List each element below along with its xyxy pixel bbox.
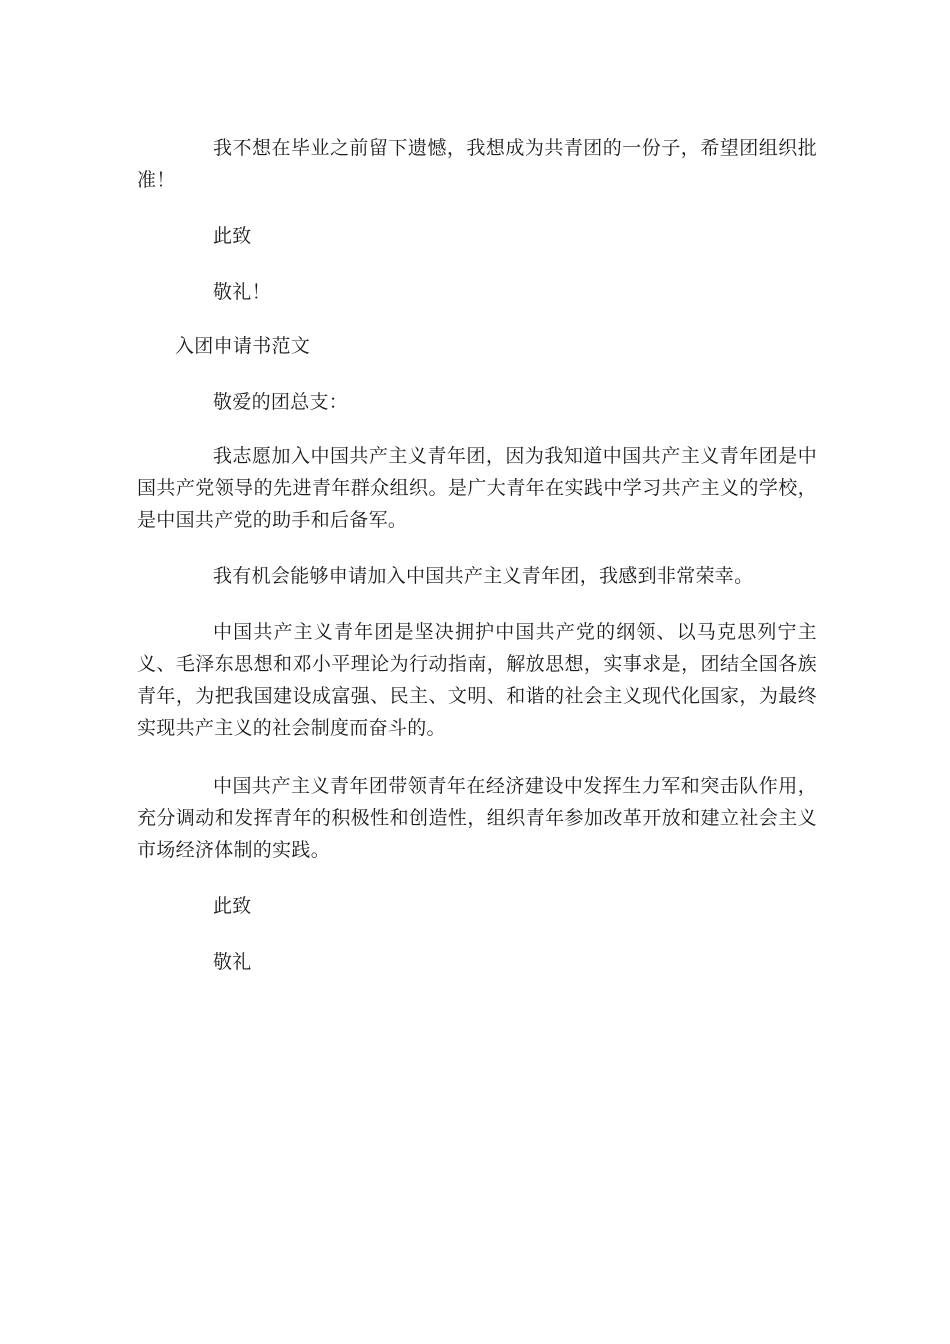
paragraph-league-principles: 中国共产主义青年团是坚决拥护中国共产党的纲领、以马克思列宁主义、毛泽东思想和邓小平理论为行动指南，解放思想，实事求是，团结全国各族青年，为把我国建设成富强、民主、文明、和谐的社会主义现代化国家，为最终实现共产主义的社会制度而奋斗的。 xyxy=(137,621,817,739)
closing-cizhi-2: 此致 xyxy=(213,895,252,917)
salutation: 敬爱的团总支： xyxy=(213,391,349,413)
closing-jingli-2: 敬礼 xyxy=(213,951,252,973)
paragraph-honored: 我有机会能够申请加入中国共产主义青年团，我感到非常荣幸。 xyxy=(213,565,754,587)
closing-cizhi-1: 此致 xyxy=(213,225,252,247)
paragraph-wish: 我不想在毕业之前留下遗憾，我想成为共青团的一份子，希望团组织批准！ xyxy=(137,137,817,191)
paragraph-league-role: 中国共产主义青年团带领青年在经济建设中发挥生力军和突击队作用，充分调动和发挥青年的积极性和创造性，组织青年参加改革开放和建立社会主义市场经济体制的实践。 xyxy=(137,775,817,861)
paragraph-motivation: 我志愿加入中国共产主义青年团，因为我知道中国共产主义青年团是中国共产党领导的先进青年群众组织。是广大青年在实践中学习共产主义的学校，是中国共产党的助手和后备军。 xyxy=(137,445,817,531)
document-title: 入团申请书范文 xyxy=(175,335,311,357)
closing-jingli-1: 敬礼！ xyxy=(213,281,271,303)
